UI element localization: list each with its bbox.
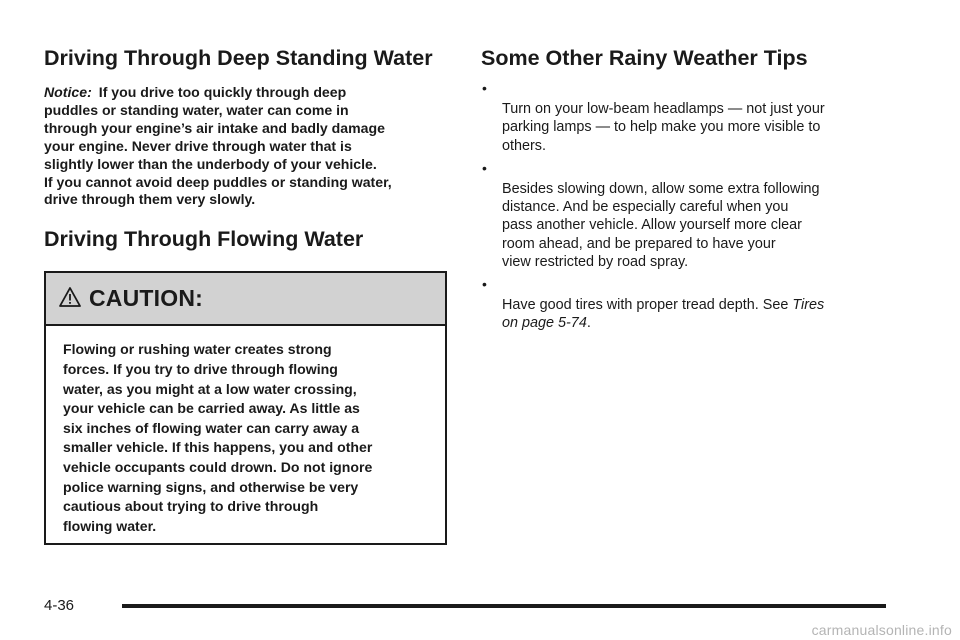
notice-paragraph — [44, 84, 447, 209]
page-number: 4-36 — [44, 597, 75, 614]
heading-rainy-weather-tips: Some Other Rainy Weather Tips — [481, 46, 808, 70]
notice-text: If you drive too quickly through deep puddles or standing water, water can come in through your engine’s air intake and badly damage your engine. Never drive through water that is slightly lower than the underbody of your vehicle. If you cannot avoid deep puddles or standing water, drive through them very slowly. — [44, 84, 392, 208]
tires-reference-link[interactable]: Tires on page 5-74 — [502, 297, 825, 332]
bullet-icon: • — [482, 159, 487, 176]
right-column — [481, 44, 901, 340]
notice-label: Notice: — [44, 84, 92, 100]
footer-rule — [122, 604, 886, 608]
list-item — [481, 278, 901, 333]
bullet-icon: • — [482, 80, 487, 96]
tip-text: Turn on your low-beam headlamps — not just your parking lamps — to help make you more visible to others. — [502, 101, 825, 154]
list-item — [481, 159, 901, 271]
warning-icon — [59, 286, 81, 308]
tip-text-end: . — [586, 315, 591, 332]
heading-flowing-water: Driving Through Flowing Water — [44, 227, 364, 252]
caution-title: CAUTION: — [89, 285, 204, 312]
caution-header — [46, 273, 445, 326]
heading-deep-standing-water: Driving Through Deep Standing Water — [44, 46, 433, 70]
tips-list — [481, 82, 901, 333]
tip-text: Besides slowing down, allow some extra following distance. And be especially careful when you pass another vehicle. Allow yourself more clear room ahead, and be prepared to have your view restricted by road spray. — [502, 181, 820, 270]
caution-box — [44, 271, 447, 545]
bullet-icon: • — [482, 276, 487, 293]
watermark: carmanualsonline.info — [811, 622, 952, 638]
caution-text: Flowing or rushing water creates strong forces. If you try to drive through flowing water, as you might at a low water crossing, your vehicle can be carried away. As little as six inches of flowing water can carry away a smaller vehicle. If this happens, you and other vehicle occupants could drown. Do not ignore police warning signs, and otherwise be very cautious about trying to drive through flowing water. — [63, 341, 373, 534]
left-column — [44, 44, 447, 545]
tip-text: Have good tires with proper tread depth. See — [502, 297, 793, 314]
list-item — [481, 82, 901, 155]
